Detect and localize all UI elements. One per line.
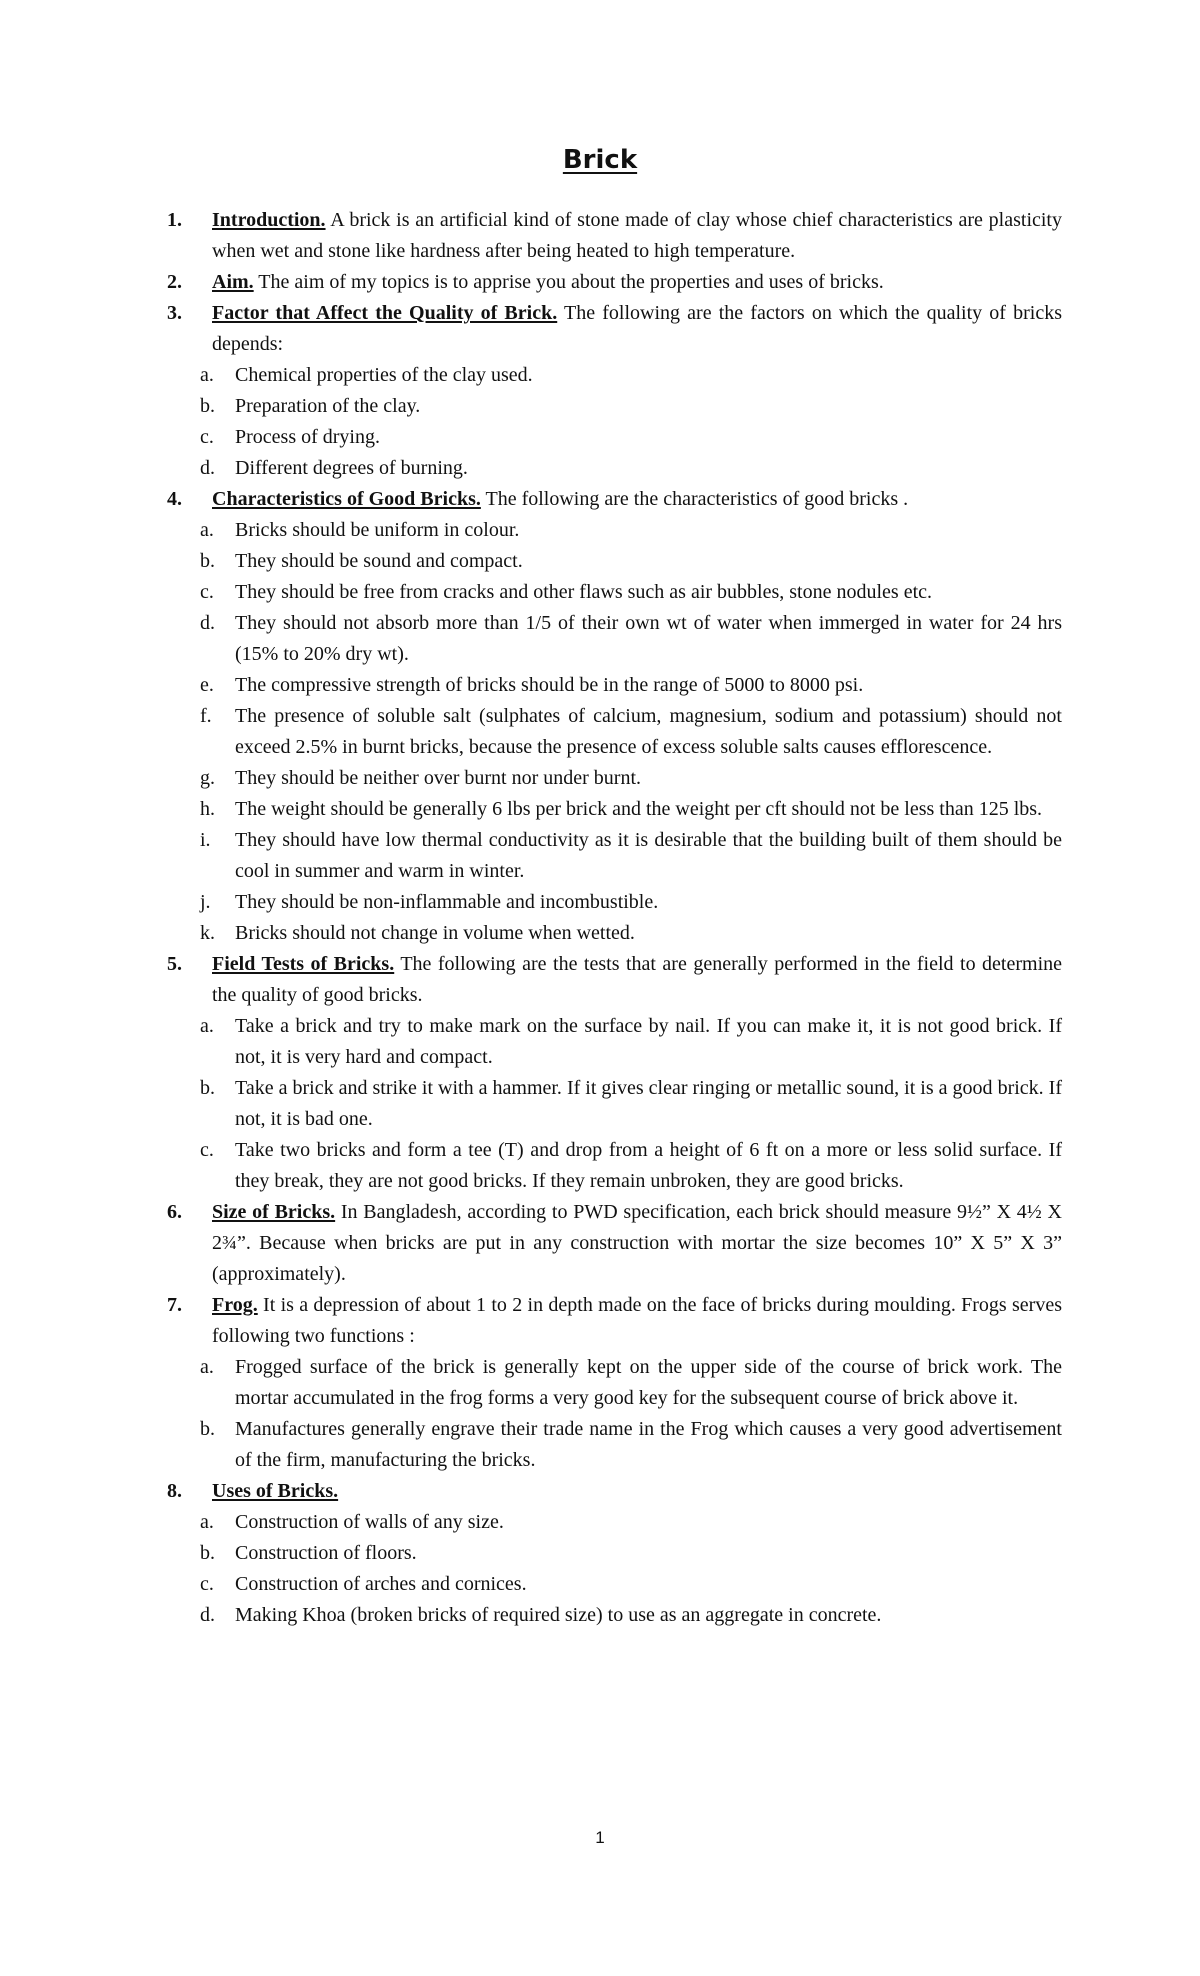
list-item [200, 1507, 1062, 1538]
list-item-letter: g. [200, 767, 215, 789]
list-item [200, 670, 1062, 701]
section-text: The following are the tests that are generally performed in the field to determine the quality of good bricks. [212, 953, 1063, 1006]
list-item-letter: c. [200, 1139, 214, 1161]
list-item [200, 1600, 1062, 1631]
list-item [200, 1414, 1062, 1476]
list-item [200, 1352, 1062, 1414]
list-item-text: Construction of walls of any size. [235, 1511, 504, 1533]
section-number: 5. [167, 953, 182, 975]
section-heading: Factor that Affect the Quality of Brick. [212, 302, 558, 324]
list-item-letter: a. [200, 519, 214, 541]
list-item-letter: k. [200, 922, 215, 944]
list-item-text: Process of drying. [235, 426, 380, 448]
list-item-text: Preparation of the clay. [235, 395, 421, 417]
list-item-text: Take a brick and strike it with a hammer. If it gives clear ringing or metallic sound, it is a good brick. If not, it is bad one. [235, 1077, 1062, 1130]
list-item [200, 825, 1062, 887]
list-item-letter: a. [200, 1015, 214, 1037]
list-item-text: Construction of floors. [235, 1542, 417, 1564]
list-item [200, 887, 1062, 918]
list-item-letter: b. [200, 1418, 215, 1440]
list-item-text: Frogged surface of the brick is generally kept on the upper side of the course of brick work. The mortar accumulated in the frog forms a very good key for the subsequent course of brick above it. [235, 1356, 1062, 1409]
list-item-text: They should be non-inflammable and incombustible. [235, 891, 659, 913]
section-heading: Introduction. [212, 209, 326, 231]
list-item-letter: a. [200, 364, 214, 386]
list-item-text: The compressive strength of bricks should be in the range of 5000 to 8000 psi. [235, 674, 864, 696]
list-item-letter: b. [200, 395, 215, 417]
section-number: 4. [167, 488, 182, 510]
list-item-letter: c. [200, 1573, 214, 1595]
list-item-letter: c. [200, 426, 214, 448]
list-item-letter: j. [200, 891, 211, 913]
section-heading: Uses of Bricks. [212, 1480, 339, 1502]
list-item-text: They should be sound and compact. [235, 550, 523, 572]
list-item-letter: b. [200, 550, 215, 572]
list-item [200, 546, 1062, 577]
list-item-text: They should be free from cracks and other flaws such as air bubbles, stone nodules etc. [235, 581, 933, 603]
list-item [200, 763, 1062, 794]
list-item-letter: c. [200, 581, 214, 603]
list-item [200, 515, 1062, 546]
page-number: 1 [595, 1828, 605, 1847]
list-item-letter: a. [200, 1356, 214, 1378]
list-item [200, 794, 1062, 825]
list-item-letter: f. [200, 705, 212, 727]
list-item-text: They should not absorb more than 1/5 of their own wt of water when immerged in water for 24 hrs (15% to 20% dry wt). [235, 612, 1062, 665]
section-number: 1. [167, 209, 182, 231]
list-item-text: They should have low thermal conductivity as it is desirable that the building built of them should be cool in summer and warm in winter. [235, 829, 1062, 882]
list-item-letter: d. [200, 612, 215, 634]
list-item-text: Manufactures generally engrave their trade name in the Frog which causes a very good advertisement of the firm, manufacturing the bricks. [235, 1418, 1062, 1471]
section-text: The following are the characteristics of good bricks . [480, 488, 909, 510]
section-number: 6. [167, 1201, 182, 1223]
section-heading: Field Tests of Bricks. [212, 953, 395, 975]
section-number: 8. [167, 1480, 182, 1502]
section-1 [167, 205, 1062, 267]
list-item-text: Chemical properties of the clay used. [235, 364, 533, 386]
list-item-text: They should be neither over burnt nor under burnt. [235, 767, 642, 789]
section-heading: Aim. [212, 271, 254, 293]
list-item-text: Bricks should not change in volume when wetted. [235, 922, 635, 944]
list-item-text: Making Khoa (broken bricks of required size) to use as an aggregate in concrete. [235, 1604, 882, 1626]
section-text: A brick is an artificial kind of stone made of clay whose chief characteristics are plasticity when wet and stone like hardness after being heated to high temperature. [212, 209, 1062, 262]
section-number: 2. [167, 271, 182, 293]
section-2 [167, 267, 1062, 298]
section-heading: Frog. [212, 1294, 258, 1316]
list-item-letter: h. [200, 798, 215, 820]
list-item-letter: i. [200, 829, 211, 851]
list-item [200, 360, 1062, 391]
list-item-text: Different degrees of burning. [235, 457, 468, 479]
section-text: The following are the factors on which the quality of bricks depends: [212, 302, 1062, 355]
list-item [200, 701, 1062, 763]
section-text: The aim of my topics is to apprise you about the properties and uses of bricks. [253, 271, 884, 293]
section-7 [167, 1290, 1062, 1352]
page-title: Brick [562, 145, 638, 175]
list-item [200, 918, 1062, 949]
list-item [200, 1073, 1062, 1135]
section-3 [167, 298, 1062, 360]
section-6 [167, 1197, 1062, 1290]
section-8 [167, 1476, 1062, 1507]
section-text: It is a depression of about 1 to 2 in depth made on the face of bricks during moulding. Frogs serves following two functions : [212, 1294, 1062, 1347]
list-item-text: The weight should be generally 6 lbs per brick and the weight per cft should not be less than 125 lbs. [235, 798, 1043, 820]
list-item-text: Bricks should be uniform in colour. [235, 519, 520, 541]
list-item-text: The presence of soluble salt (sulphates of calcium, magnesium, sodium and potassium) should not exceed 2.5% in burnt bricks, because the presence of excess soluble salts causes efflorescence. [235, 705, 1062, 758]
list-item-letter: d. [200, 1604, 215, 1626]
list-item [200, 1569, 1062, 1600]
list-item-letter: a. [200, 1511, 214, 1533]
list-item-letter: e. [200, 674, 214, 696]
list-item [200, 453, 1062, 484]
list-item-text: Construction of arches and cornices. [235, 1573, 527, 1595]
list-item-letter: b. [200, 1542, 215, 1564]
section-4 [167, 484, 1062, 515]
list-item-text: Take a brick and try to make mark on the surface by nail. If you can make it, it is not good brick. If not, it is very hard and compact. [235, 1015, 1062, 1068]
list-item [200, 391, 1062, 422]
section-heading: Characteristics of Good Bricks. [212, 488, 481, 510]
section-5 [167, 949, 1063, 1011]
list-item [200, 1538, 1062, 1569]
section-number: 3. [167, 302, 182, 324]
list-item-letter: b. [200, 1077, 215, 1099]
section-text: In Bangladesh, according to PWD specification, each brick should measure 9½” X 4½ X 2¾”. Because when bricks are put in any construction with mortar the size becomes 10” X 5” X 3” (approximately). [212, 1201, 1062, 1285]
list-item-letter: d. [200, 457, 215, 479]
list-item-text: Take two bricks and form a tee (T) and drop from a height of 6 ft on a more or less solid surface. If they break, they are not good bricks. If they remain unbroken, they are good bricks. [235, 1139, 1062, 1192]
section-number: 7. [167, 1294, 182, 1316]
document-body [167, 205, 1063, 1631]
section-heading: Size of Bricks. [212, 1201, 336, 1223]
list-item [200, 422, 1062, 453]
list-item [200, 1011, 1062, 1073]
list-item [200, 1135, 1062, 1197]
list-item [200, 577, 1062, 608]
list-item [200, 608, 1062, 670]
